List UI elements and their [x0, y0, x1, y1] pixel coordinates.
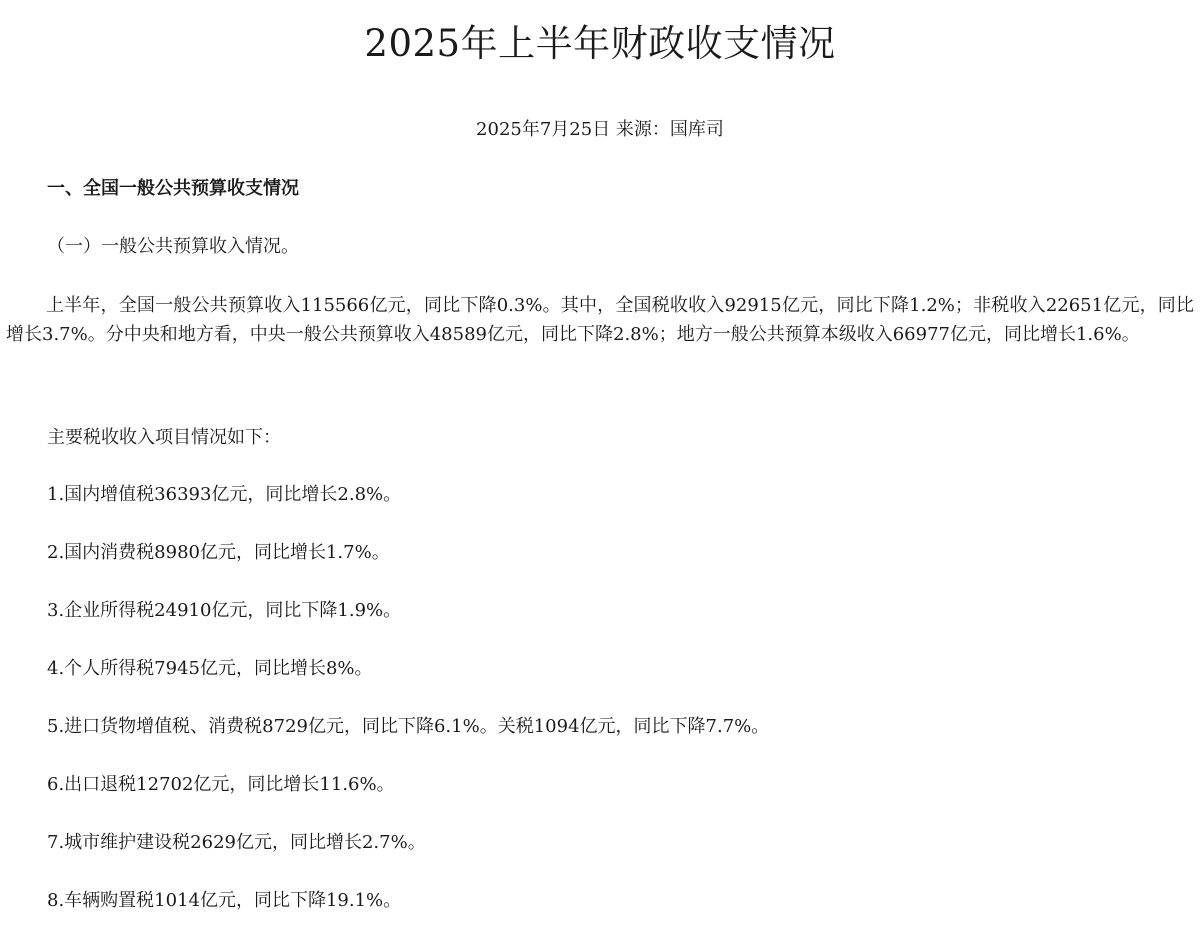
tax-item-corporate-income-tax: 3.企业所得税24910亿元，同比下降1.9%。 — [47, 600, 402, 621]
section-heading: 一、全国一般公共预算收支情况 — [47, 178, 299, 199]
page-title: 2025年上半年财政收支情况 — [364, 22, 836, 65]
tax-item-domestic-consumption-tax: 2.国内消费税8980亿元，同比增长1.7%。 — [47, 542, 390, 563]
article-meta: 2025年7月25日 来源：国库司 — [476, 119, 724, 140]
tax-item-vehicle-purchase-tax: 8.车辆购置税1014亿元，同比下降19.1%。 — [47, 890, 402, 911]
tax-item-import-vat-and-tariffs: 5.进口货物增值税、消费税8729亿元，同比下降6.1%。关税1094亿元，同比下降7.7%。 — [47, 716, 770, 737]
tax-items-intro: 主要税收收入项目情况如下： — [47, 427, 281, 448]
tax-item-urban-construction-tax: 7.城市维护建设税2629亿元，同比增长2.7%。 — [47, 832, 426, 853]
tax-item-export-rebate: 6.出口退税12702亿元，同比增长11.6%。 — [47, 774, 395, 795]
tax-item-domestic-vat: 1.国内增值税36393亿元，同比增长2.8%。 — [47, 484, 402, 505]
tax-item-personal-income-tax: 4.个人所得税7945亿元，同比增长8%。 — [47, 658, 373, 679]
subsection-heading: （一）一般公共预算收入情况。 — [47, 236, 299, 257]
revenue-summary-paragraph: 上半年，全国一般公共预算收入115566亿元，同比下降0.3%。其中，全国税收收入92915亿元，同比下降1.2%；非税收入22651亿元，同比增长3.7%。分中央和地方看，中央一般公共预算收入48589亿元，同比下降2.8%；地方一般公共预算本级收入66977亿元，同比增长1.6%。 — [6, 295, 1194, 345]
